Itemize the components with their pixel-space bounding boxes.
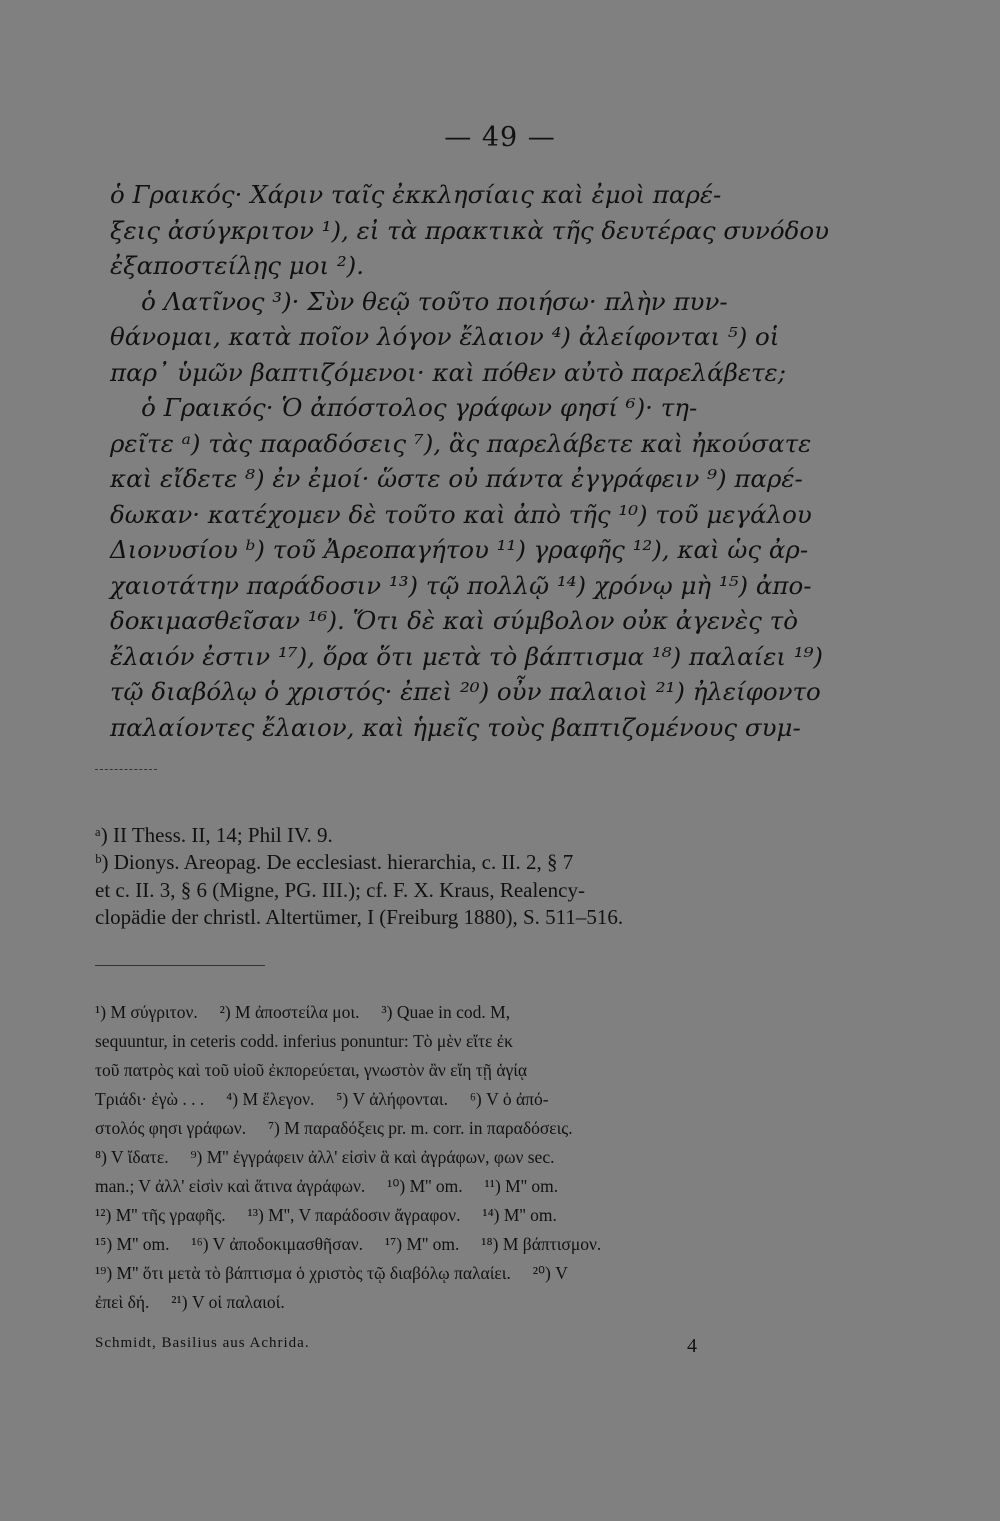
text-line: τῷ διαβόλῳ ὁ χριστός· ἐπεὶ ²⁰) οὖν παλαιοὶ ²¹) ἠλείφοντο	[110, 677, 821, 706]
signature-line	[95, 1335, 815, 1365]
main-text	[110, 177, 830, 745]
text-line: θάνομαι, κατὰ ποῖον λόγον ἔλαιον ⁴) ἀλείφονται ⁵) οἱ	[110, 322, 780, 351]
apparatus-line: ¹²) M'' τῆς γραφῆς. ¹³) M'', V παράδοσιν ἄγραφον. ¹⁴) M'' om.	[95, 1205, 557, 1225]
reference-footnotes	[95, 822, 815, 931]
reference-line: ᵃ) II Thess. II, 14; Phil IV. 9.	[95, 823, 333, 847]
printer-signature: Schmidt, Basilius aus Achrida.	[95, 1335, 310, 1351]
reference-line: et c. II. 3, § 6 (Migne, PG. III.); cf. F. X. Kraus, Realency-	[95, 877, 585, 902]
footnote-separator-short	[95, 769, 157, 770]
text-line: ξεις ἀσύγκριτον ¹), εἰ τὰ πρακτικὰ τῆς δευτέρας συνόδου	[110, 215, 830, 245]
reference-line: ᵇ) Dionys. Areopag. De ecclesiast. hierarchia, c. II. 2, § 7	[95, 850, 574, 875]
text-line: χαιοτάτην παράδοσιν ¹³) τῷ πολλῷ ¹⁴) χρόνῳ μὴ ¹⁵) ἀπο-	[110, 570, 812, 600]
text-line: Διονυσίου ᵇ) τοῦ Ἀρεοπαγήτου ¹¹) γραφῆς ¹²), καὶ ὡς ἀρ-	[110, 535, 809, 564]
text-line: ρεῖτε ᵃ) τὰς παραδόσεις ⁷), ἃς παρελάβετε καὶ ἠκούσατε	[110, 428, 812, 458]
text-line: καὶ εἴδετε ⁸) ἐν ἐμοί· ὥστε οὐ πάντα ἐγγράφειν ⁹) παρέ-	[110, 464, 803, 493]
sheet-number: 4	[687, 1335, 697, 1357]
apparatus-line: ¹⁵) M'' om. ¹⁶) V ἀποδοκιμασθῆσαν. ¹⁷) M'' om. ¹⁸) M βάπτισμον.	[95, 1234, 602, 1254]
text-line: ἔλαιόν ἐστιν ¹⁷), ὅρα ὅτι μετὰ τὸ βάπτισμα ¹⁸) παλαίει ¹⁹)	[110, 641, 823, 671]
text-line: ἐξαποστείλῃς μοι ²).	[110, 251, 365, 280]
critical-apparatus	[95, 998, 815, 1317]
text-line: ὁ Λατῖνος ³)· Σὺν θεῷ τοῦτο ποιήσω· πλὴν πυν-	[110, 286, 728, 316]
footnote-separator	[95, 965, 265, 966]
apparatus-line: ¹⁹) M'' ὅτι μετὰ τὸ βάπτισμα ὁ χριστὸς τῷ διαβόλῳ παλαίει. ²⁰) V	[95, 1263, 568, 1283]
text-line: ὁ Γραικός· Ὁ ἀπόστολος γράφων φησί ⁶)· τη-	[110, 393, 698, 422]
apparatus-line: man.; V ἀλλ' εἰσὶν καὶ ἅτινα ἀγράφων. ¹⁰) M'' om. ¹¹) M'' om.	[95, 1176, 559, 1196]
text-line: παλαίοντες ἔλαιον, καὶ ἡμεῖς τοὺς βαπτιζομένους συμ-	[110, 712, 801, 742]
apparatus-line: στολός φησι γράφων. ⁷) M παραδόξεις pr. m. corr. in παραδόσεις.	[95, 1118, 573, 1138]
text-line: δοκιμασθεῖσαν ¹⁶). Ὅτι δὲ καὶ σύμβολον οὐκ ἀγενὲς τὸ	[110, 606, 798, 635]
text-line: δωκαν· κατέχομεν δὲ τοῦτο καὶ ἀπὸ τῆς ¹⁰) τοῦ μεγάλου	[110, 499, 812, 529]
text-line: παρ᾿ ὑμῶν βαπτιζόμενοι· καὶ πόθεν αὐτὸ παρελάβετε;	[110, 357, 786, 387]
apparatus-line: τοῦ πατρὸς καὶ τοῦ υἱοῦ ἐκπορεύεται, γνωστὸν ἂν εἴη τῇ ἁγίᾳ	[95, 1060, 528, 1080]
text-line: ὁ Γραικός· Χάριν ταῖς ἐκκλησίαις καὶ ἐμοὶ παρέ-	[110, 180, 722, 209]
apparatus-line: ⁸) V ἴδατε. ⁹) M'' ἐγγράφειν ἀλλ' εἰσὶν ἃ καὶ ἀγράφων, φων sec.	[95, 1147, 555, 1167]
page-number: — 49 —	[444, 122, 556, 153]
apparatus-line: sequuntur, in ceteris codd. inferius ponuntur: Τὸ μὲν εἴτε ἐκ	[95, 1031, 513, 1051]
apparatus-line: ἐπεὶ δή. ²¹) V οἱ παλαιοί.	[95, 1292, 285, 1312]
reference-line: clopädie der christl. Altertümer, I (Freiburg 1880), S. 511–516.	[95, 904, 624, 929]
apparatus-line: ¹) M σύγριτον. ²) M ἀποστείλα μοι. ³) Quae in cod. M,	[95, 1002, 511, 1022]
apparatus-line: Τριάδι· ἐγὼ . . . ⁴) M ἔλεγον. ⁵) V ἀλήφονται. ⁶) V ὁ ἀπό-	[95, 1089, 549, 1109]
